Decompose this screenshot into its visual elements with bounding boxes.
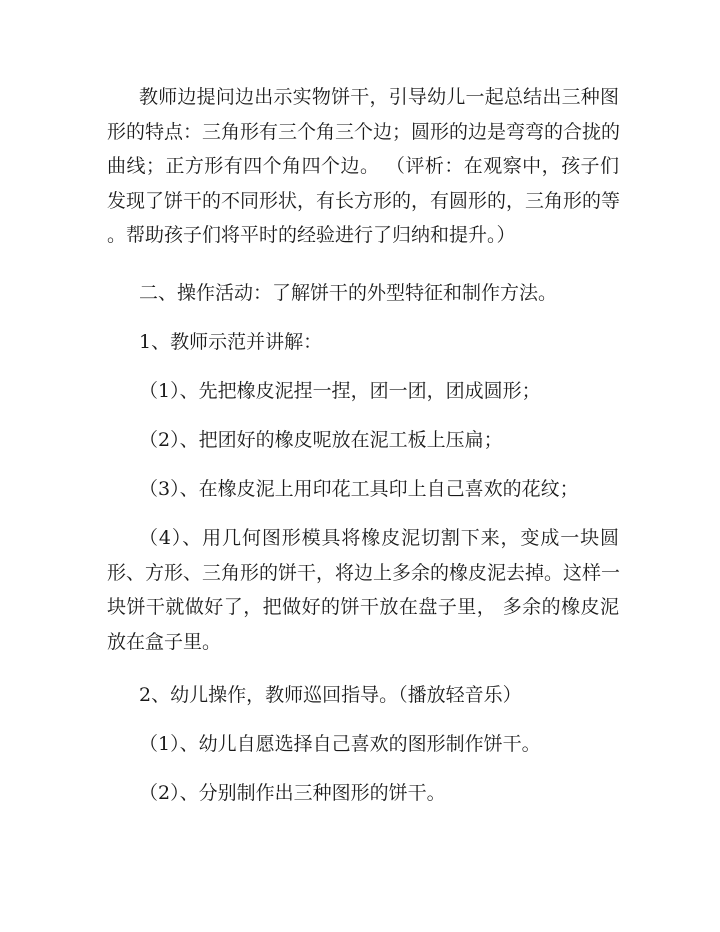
text-line: 教师边提问边出示实物饼干，引导幼儿一起总结出三种图 — [139, 86, 619, 108]
operation-item-2 — [107, 776, 619, 811]
text-line: 放在盒子里。 — [107, 630, 222, 653]
subheading-child-operation — [107, 678, 619, 713]
text-line: 1、教师示范并讲解： — [139, 331, 323, 353]
paragraph-summary — [107, 80, 619, 253]
text-line: （3）、在橡皮泥上用印花工具印上自己喜欢的花纹； — [139, 478, 579, 500]
text-line: （4）、用几何图形模具将橡皮泥切割下来，变成一块圆 — [139, 527, 619, 549]
text-line: （2）、分别制作出三种图形的饼干。 — [139, 782, 446, 804]
section-heading-activity — [107, 276, 619, 311]
step-1 — [107, 374, 619, 409]
text-line: （1）、幼儿自愿选择自己喜欢的图形制作饼干。 — [139, 733, 541, 755]
text-line: 发现了饼干的不同形状，有长方形的，有圆形的，三角形的等 — [107, 189, 621, 212]
operation-item-1 — [107, 727, 619, 762]
step-3 — [107, 472, 619, 507]
text-line: 2、幼儿操作，教师巡回指导。（播放轻音乐） — [139, 684, 522, 706]
text-line: 块饼干就做好了，把做好的饼干放在盘子里， 多余的橡皮泥 — [107, 596, 619, 618]
text-line: 二、操作活动：了解饼干的外型特征和制作方法。 — [139, 282, 558, 304]
step-2 — [107, 423, 619, 458]
text-line: 曲线；正方形有四个角四个边。 （评析：在观察中，孩子们 — [107, 155, 619, 177]
subheading-demo — [107, 325, 619, 360]
text-line: 。帮助孩子们将平时的经验进行了归纳和提升。） — [107, 224, 516, 246]
text-line: 形的特点：三角形有三个角三个边；圆形的边是弯弯的合拢的 — [107, 120, 621, 143]
text-line: 形、方形、三角形的饼干，将边上多余的橡皮泥去掉。这样一 — [107, 561, 621, 584]
text-line: （1）、先把橡皮泥捏一捏，团一团，团成圆形； — [139, 380, 541, 402]
text-line: （2）、把团好的橡皮呢放在泥工板上压扁； — [139, 429, 503, 451]
step-4 — [107, 521, 619, 659]
